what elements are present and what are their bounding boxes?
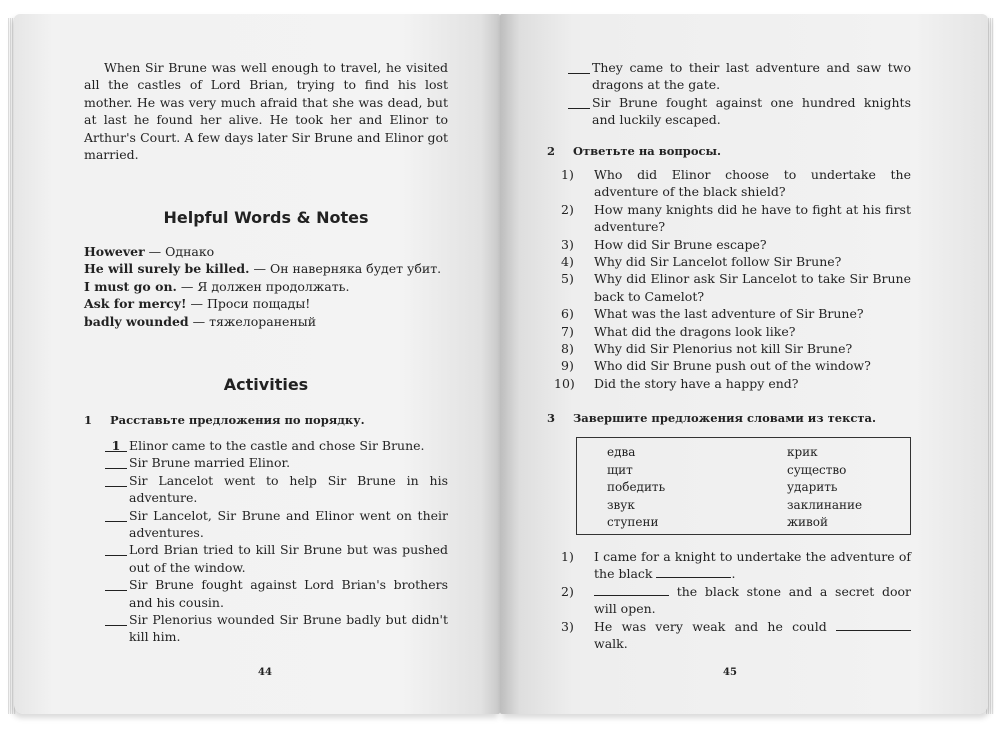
task1-number: 1: [84, 413, 93, 427]
answer-blank[interactable]: [105, 576, 127, 591]
order-item-text: Sir Lancelot went to help Sir Brune in his adventure.: [129, 472, 448, 506]
task1-items: [84, 437, 448, 646]
question-number: 5): [561, 271, 574, 287]
order-item: [84, 454, 448, 471]
note-english: badly wounded: [84, 313, 189, 329]
task3-heading: [547, 410, 917, 427]
note-dash: —: [188, 313, 210, 329]
sentence-before: I came for a knight to undertake the adventure of the black: [594, 549, 911, 582]
note-row: [84, 260, 454, 277]
vocab-word: крик: [787, 445, 818, 459]
order-item-text: Elinor came to the castle and chose Sir Brune.: [129, 438, 425, 453]
notes-list: [84, 243, 454, 330]
activities-title: Activities: [223, 375, 309, 394]
task1-items-continued: [547, 59, 911, 129]
note-russian: Он наверняка будет убит.: [269, 261, 442, 277]
vocab-word: звук: [607, 497, 635, 512]
question: [547, 166, 911, 201]
word-box: [576, 437, 911, 535]
note-russian: Однако: [165, 244, 215, 259]
vocab-word: ударить: [787, 480, 838, 494]
question-number: 4): [561, 254, 574, 270]
question: [547, 253, 911, 270]
answer-blank[interactable]: [568, 59, 590, 74]
question-text: Who did Sir Brune push out of the window?: [594, 358, 871, 374]
note-russian: Проси пощады!: [206, 296, 311, 312]
order-item-text: Sir Brune married Elinor.: [129, 455, 291, 471]
note-english: He will surely be killed.: [84, 261, 250, 277]
question-number: 8): [561, 341, 574, 357]
question-number: 6): [561, 306, 574, 322]
order-item: [547, 59, 911, 94]
task2-heading: [547, 143, 917, 160]
order-item-text: Lord Brian tried to kill Sir Brune but was pushed out of the window.: [129, 542, 448, 575]
sentence: [547, 583, 911, 618]
sentence: [547, 548, 911, 583]
task3-instruction: Завершите предложения словами из текста.: [573, 411, 876, 425]
task2-instruction: Ответьте на вопросы.: [573, 144, 722, 158]
sentence-number: 2): [561, 583, 574, 599]
question-number: 2): [561, 201, 574, 217]
question-text: Why did Sir Lancelot follow Sir Brune?: [594, 254, 842, 270]
question: [547, 340, 911, 357]
question: [547, 270, 911, 305]
note-english: Ask for mercy!: [84, 296, 187, 312]
answer-blank[interactable]: [568, 94, 590, 109]
order-item: [84, 541, 448, 576]
answer-blank[interactable]: [105, 541, 127, 556]
note-english: I must go on.: [84, 278, 177, 294]
question: [547, 236, 911, 253]
question: [547, 323, 911, 340]
question: [547, 305, 911, 322]
question-number: 9): [561, 358, 574, 374]
question-number: 7): [561, 323, 574, 339]
task3-number: 3: [547, 411, 556, 425]
sentence-after: the black stone and a secret door will open.: [594, 583, 911, 617]
note-dash: —: [186, 296, 207, 312]
vocab-word: ступени: [607, 515, 659, 529]
order-item-text: Sir Brune fought against one hundred knights and luckily escaped.: [592, 94, 911, 128]
order-item-text: Sir Plenorius wounded Sir Brune badly but didn't kill him.: [129, 612, 448, 645]
task2-number: 2: [547, 144, 556, 158]
notes-title: Helpful Words & Notes: [163, 208, 369, 227]
fill-in-blank[interactable]: [594, 584, 669, 596]
question-text: What did the dragons look like?: [594, 323, 796, 339]
story-paragraph: When Sir Brune was well enough to travel, he visited all the castles of Lord Brian, trying to find his lost mother. He was very much afraid that she was dead, but at last he found her alive. He took her and Elinor to Arthur's Court. A few days later Sir Brune and Elinor got married.: [84, 60, 448, 163]
sentence-number: 3): [561, 618, 574, 634]
note-russian: тяжелораненый: [209, 313, 317, 329]
sentence-after: .: [731, 566, 736, 582]
order-item: [84, 437, 448, 454]
answer-blank[interactable]: 1: [105, 437, 127, 452]
answer-blank[interactable]: [105, 472, 127, 487]
word-column-right: [787, 444, 862, 532]
note-row: [84, 313, 454, 330]
answer-blank[interactable]: [105, 611, 127, 626]
question-number: 3): [561, 236, 574, 252]
answer-blank[interactable]: [105, 507, 127, 522]
vocab-word: заклинание: [787, 497, 863, 512]
task1-heading: [84, 412, 454, 429]
question-text: What was the last adventure of Sir Brune?: [594, 306, 864, 322]
question-text: Did the story have a happy end?: [594, 375, 799, 391]
question-text: Why did Elinor ask Sir Lancelot to take Sir Brune back to Camelot?: [594, 271, 911, 304]
note-dash: —: [144, 244, 166, 259]
order-item-text: Sir Lancelot, Sir Brune and Elinor went on their adventures.: [129, 507, 448, 541]
note-dash: —: [176, 278, 198, 294]
note-row: [84, 278, 454, 295]
order-item: [84, 611, 448, 646]
vocab-word: щит: [607, 462, 633, 477]
question: [547, 357, 911, 374]
note-dash: —: [249, 261, 270, 277]
question: [547, 375, 911, 392]
vocab-word: едва: [607, 445, 636, 459]
question-number: 1): [561, 167, 574, 182]
question-text: Who did Elinor choose to undertake the adventure of the black shield?: [594, 167, 911, 200]
word-column-left: [607, 444, 665, 532]
sentence-before: He was very weak and he could: [594, 618, 827, 634]
fill-in-blank[interactable]: [836, 619, 911, 631]
question-text: How many knights did he have to fight at his first adventure?: [594, 201, 911, 235]
question-number: 10): [554, 375, 575, 391]
order-item: [84, 472, 448, 507]
sentence-number: 1): [561, 549, 574, 564]
order-item-text: They came to their last adventure and saw two dragons at the gate.: [592, 60, 911, 93]
page-number-right: 45: [723, 667, 737, 678]
vocab-word: существо: [787, 462, 847, 477]
sentence-after: walk.: [594, 636, 628, 652]
task3-sentences: [547, 548, 911, 652]
page-number-left: 44: [258, 667, 272, 678]
fill-in-blank[interactable]: [656, 566, 731, 578]
vocab-word: живой: [787, 515, 829, 529]
note-row: [84, 243, 454, 260]
note-row: [84, 295, 454, 312]
order-item-text: Sir Brune fought against Lord Brian's brothers and his cousin.: [129, 577, 448, 610]
question: [547, 201, 911, 236]
question-text: How did Sir Brune escape?: [594, 236, 767, 252]
question-text: Why did Sir Plenorius not kill Sir Brune?: [594, 341, 853, 357]
order-item: [547, 94, 911, 129]
vocab-word: победить: [607, 480, 666, 494]
note-russian: Я должен продолжать.: [197, 278, 350, 294]
answer-blank[interactable]: [105, 454, 127, 469]
task1-instruction: Расставьте предложения по порядку.: [110, 413, 365, 427]
task2-questions: [547, 166, 911, 392]
sentence: [547, 618, 911, 653]
order-item: [84, 576, 448, 611]
order-item: [84, 507, 448, 542]
note-english: However: [84, 244, 145, 259]
